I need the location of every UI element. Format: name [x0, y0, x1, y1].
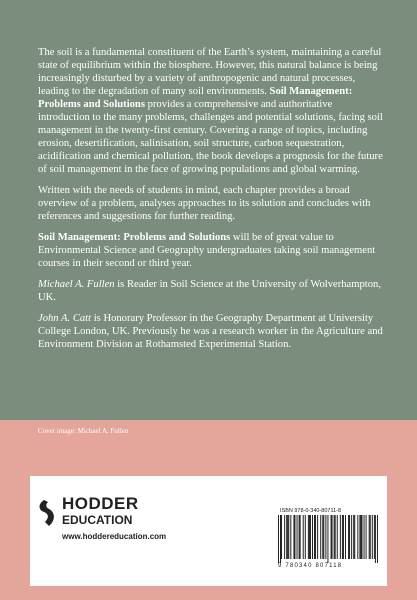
blurb-paragraph-1: The soil is a fundamental constituent of the Earth’s system, maintaining a careful state of equilibrium within the biosphere. However, this natural balance is being increasingly disturbed by a variety of anthropogenic and natural processes, leading to the degradation of many soil environments. Soil Management: Problems and Solutions provides a comprehensive and authoritative introduction to the many problems, challenges and potential solutions, facing soil management in the twenty-first century. Covering a range of topics, including erosion, desertification, salinisation, soil structure, carbon sequestration, acidification and chemical pollution, the book develops a prognosis for the future of soil management in the face of growing populations and global warming.: [38, 47, 383, 175]
book-title: Soil Management: Problems and Solutions: [38, 232, 231, 243]
book-title: Soil Management: Problems and Solutions: [38, 86, 353, 110]
author-bio-2: John A. Catt is Honorary Professor in the Geography Department at University College London, UK. Previously he was a research worker in the Agriculture and Environment Division at Rothamsted Experimental Station.: [38, 313, 383, 350]
publisher-name: HODDER: [62, 494, 139, 513]
blurb-paragraph-3: Soil Management: Problems and Solutions will be of great value to Environmental Science and Geography undergraduates taking soil management courses in their second or third year.: [38, 232, 376, 269]
author-bio-1: Michael A. Fullen is Reader in Soil Science at the University of Wolverhampton, UK.: [38, 279, 381, 303]
cover-credit: Cover image: Michael A. Fullen: [38, 427, 129, 435]
blurb-text: [38, 46, 383, 359]
author-name: John A. Catt: [38, 313, 92, 324]
author-name: Michael A. Fullen: [38, 279, 115, 290]
isbn-label: ISBN 978-0-340-80711-8: [280, 508, 342, 514]
hodder-logo-icon: [36, 498, 58, 528]
publisher-division: EDUCATION: [62, 513, 133, 527]
publisher-url[interactable]: www.hoddereducation.com: [62, 532, 167, 541]
barcode-digits: 9 780340 807118: [278, 563, 343, 569]
blurb-paragraph-2: Written with the needs of students in mind, each chapter provides a broad overview of a problem, analyses approaches to its solution and concludes with references and suggestions for further reading.: [38, 185, 371, 222]
barcode-icon: [278, 515, 378, 563]
